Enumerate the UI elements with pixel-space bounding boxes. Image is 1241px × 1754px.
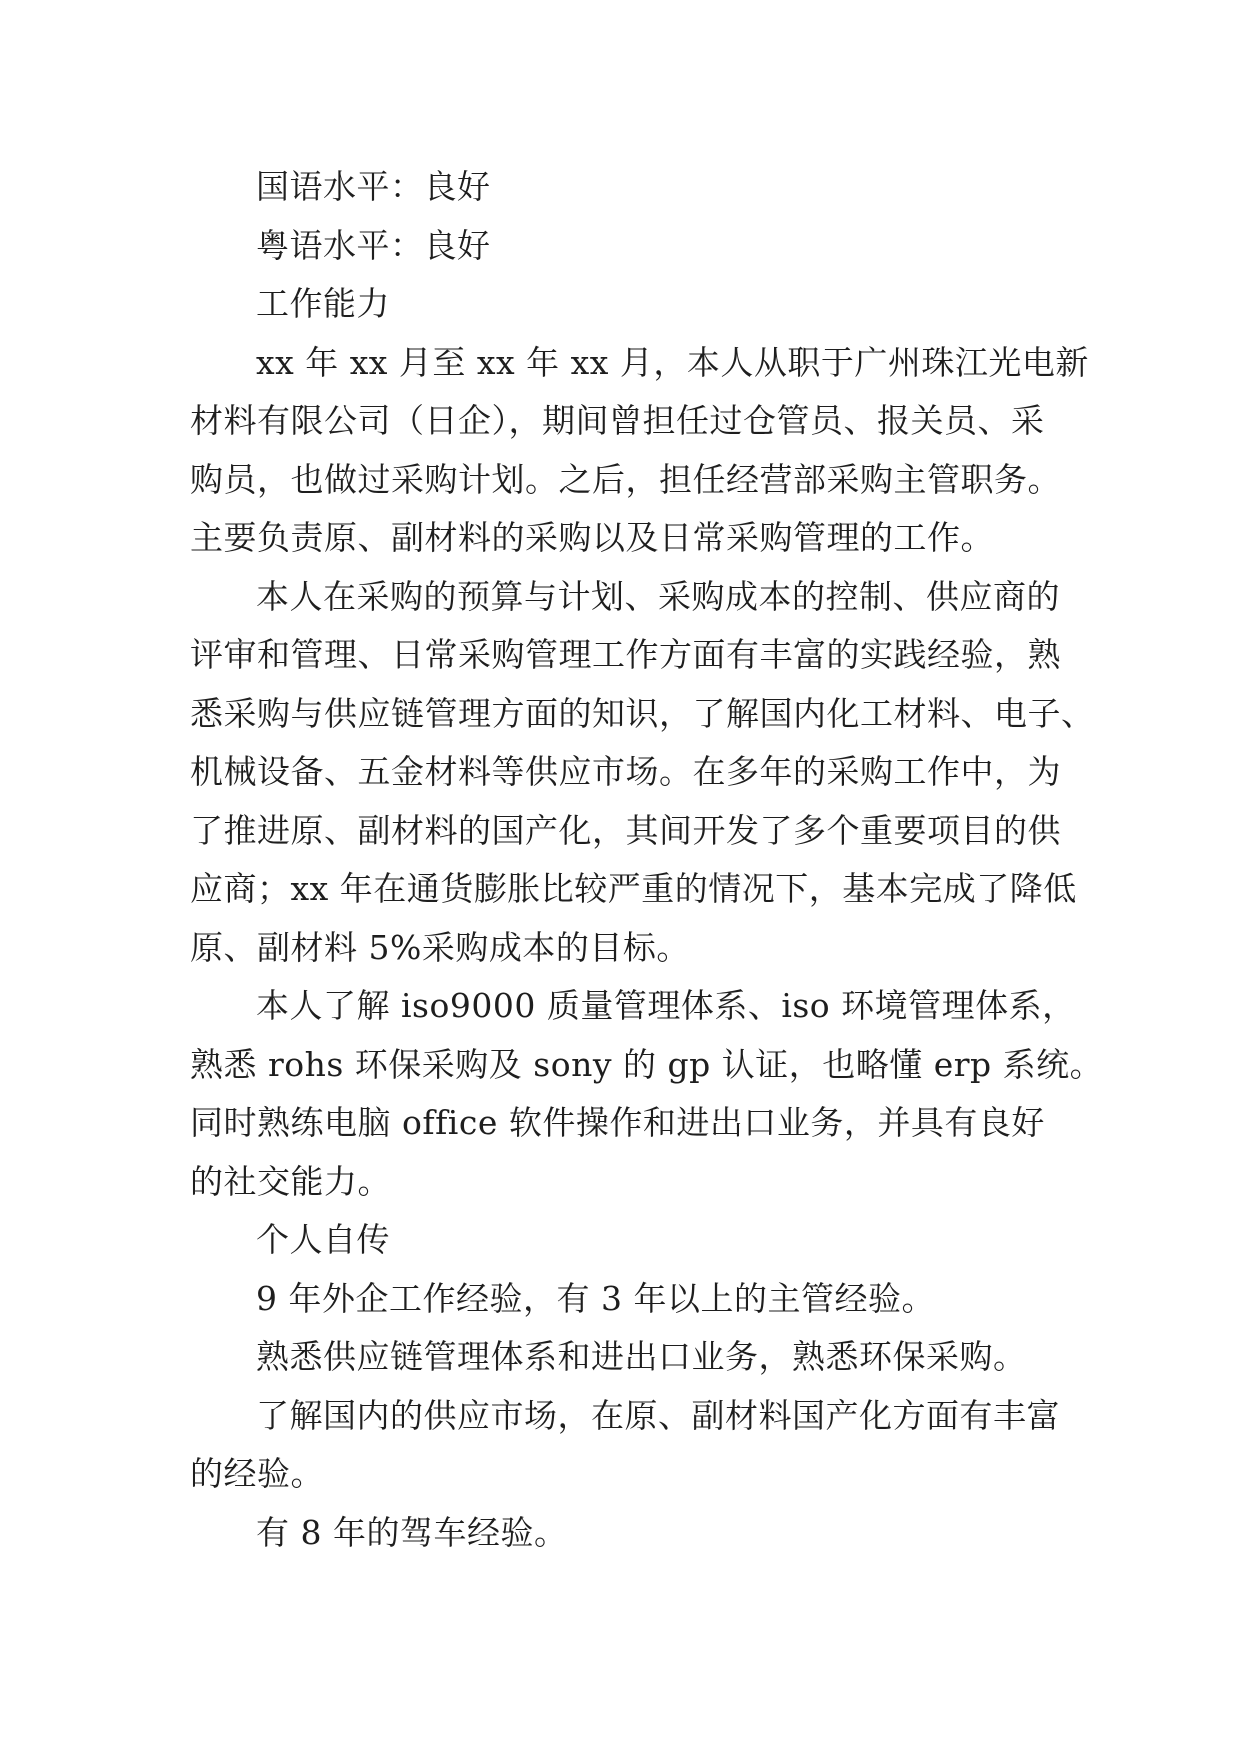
text-line: 同时熟练电脑 office 软件操作和进出口业务，并具有良好 <box>190 1103 1045 1142</box>
text-line: 的社交能力。 <box>190 1161 391 1201</box>
text-line: 的经验。 <box>190 1454 324 1493</box>
text-line: 机械设备、五金材料等供应市场。在多年的采购工作中，为 <box>190 752 1061 791</box>
text-line: 购员，也做过采购计划。之后，担任经营部采购主管职务。 <box>190 459 1061 499</box>
text-line: 主要负责原、副材料的采购以及日常采购管理的工作。 <box>190 518 994 557</box>
text-line: 悉采购与供应链管理方面的知识，了解国内化工材料、电子、 <box>190 693 1095 733</box>
text-line: 了解国内的供应市场，在原、副材料国产化方面有丰富 <box>256 1395 1060 1435</box>
document-body <box>190 158 1104 1562</box>
section-heading: 工作能力 <box>256 284 390 323</box>
text-line: 材料有限公司（日企），期间曾担任过仓管员、报关员、采 <box>190 401 1045 440</box>
text-line: 熟悉 rohs 环保采购及 sony 的 gp 认证，也略懂 erp 系统。 <box>190 1044 1104 1084</box>
text-line: 9 年外企工作经验，有 3 年以上的主管经验。 <box>256 1278 935 1318</box>
text-line: 评审和管理、日常采购管理工作方面有丰富的实践经验，熟 <box>190 635 1061 674</box>
text-line: 熟悉供应链管理体系和进出口业务，熟悉环保采购。 <box>256 1337 1027 1376</box>
text-line: 粤语水平：良好 <box>256 225 491 265</box>
text-line: 本人在采购的预算与计划、采购成本的控制、供应商的 <box>256 576 1060 616</box>
text-line: 了推进原、副材料的国产化，其间开发了多个重要项目的供 <box>190 810 1061 850</box>
text-line: 原、副材料 5%采购成本的目标。 <box>190 927 690 967</box>
text-line: 有 8 年的驾车经验。 <box>256 1512 568 1552</box>
text-line: 国语水平：良好 <box>256 167 491 206</box>
text-line: xx 年 xx 月至 xx 年 xx 月，本人从职于广州珠江光电新 <box>256 342 1089 382</box>
text-line: 应商；xx 年在通货膨胀比较严重的情况下，基本完成了降低 <box>190 869 1077 908</box>
section-heading: 个人自传 <box>256 1220 390 1259</box>
text-line: 本人了解 iso9000 质量管理体系、iso 环境管理体系， <box>256 986 1076 1025</box>
